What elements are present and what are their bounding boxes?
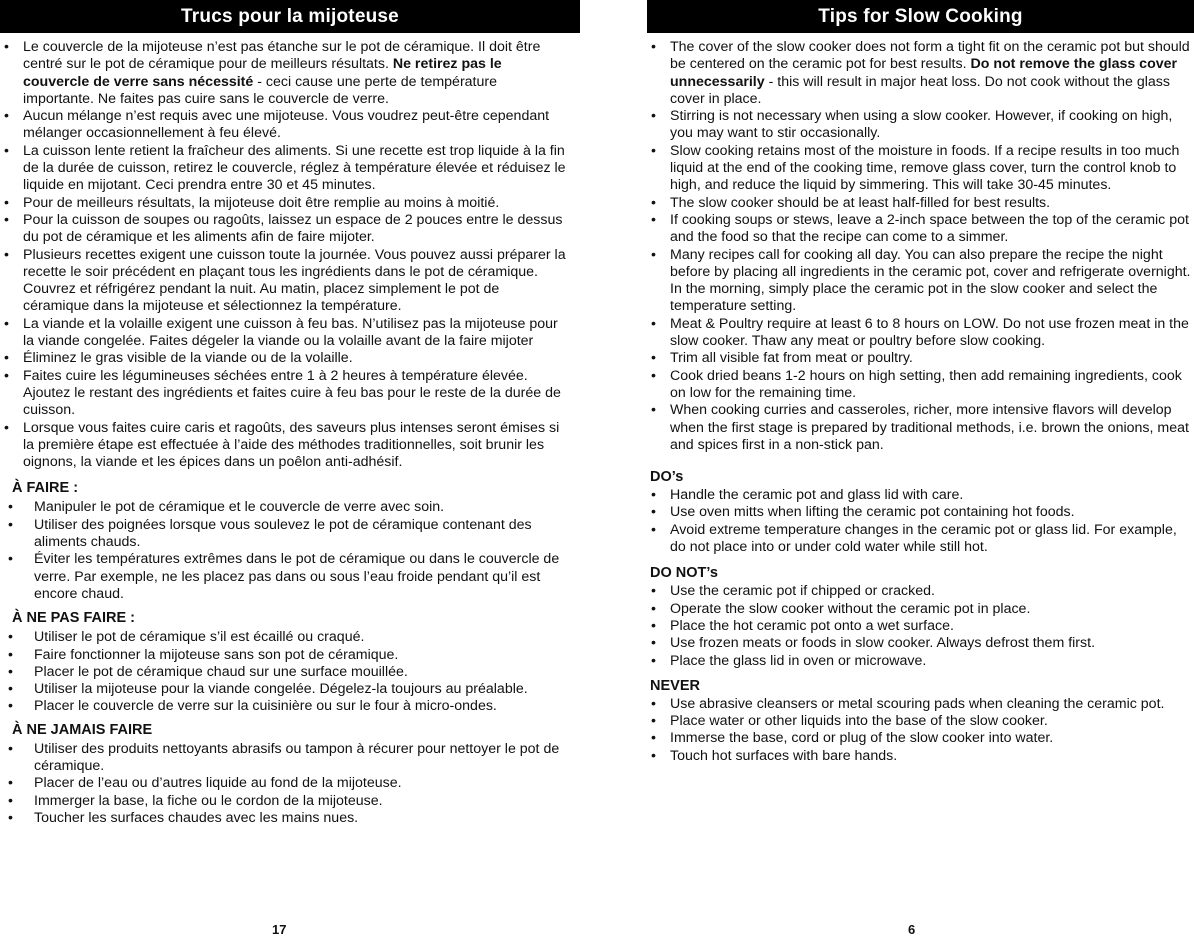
english-tips-list [647, 39, 1194, 454]
tip-text: - this will result in major heat loss. Do not cook without the glass cover in place. [670, 73, 1170, 107]
tip-text: - ceci cause une perte de température importante. Ne faites pas cuire sans le couvercle de verre. [23, 73, 498, 107]
list-item: • Toucher les surfaces chaudes avec les mains nues. [0, 810, 580, 827]
english-dos-section [647, 468, 1194, 556]
tip-bold-text: Do not remove the glass cover unnecessarily [670, 56, 1178, 90]
list-item [647, 195, 1194, 212]
list-item: • Faire fonctionner la mijoteuse sans son pot de céramique. [0, 647, 580, 664]
tip-text: Aucun mélange n’est requis avec une mijoteuse. Vous voudrez peut-être cependant mélanger occasionnellement à feu élevé. [23, 108, 550, 142]
list-item [647, 247, 1194, 316]
french-never-heading: À NE JAMAIS FAIRE [12, 721, 153, 738]
list-item: • Use oven mitts when lifting the ceramic pot containing hot foods. [647, 504, 1194, 521]
tip-text: Faites cuire les légumineuses séchées entre 1 à 2 heures à température élevée. Ajoutez le restant des ingrédients et faites cuire à feu bas pour le reste de la durée de cuisson. [23, 367, 561, 419]
tip-text: Plusieurs recettes exigent une cuisson toute la journée. Vous pouvez aussi préparer la recette le soir précédent en plaçant tous les ingrédients dans le pot de céramique. Couvrez et réfrigérez pendant la nuit. Au matin, placez simplement le pot de céramique dans la mijoteuse et sélectionnez la température. [23, 246, 566, 315]
list-item: • Utiliser des produits nettoyants abrasifs ou tampon à récurer pour nettoyer le pot de céramique. [0, 741, 580, 776]
list-item [647, 212, 1194, 247]
list-item: • Avoid extreme temperature changes in the ceramic pot or glass lid. For example, do not place into or under cold water while still hot. [647, 522, 1194, 557]
tip-text: If cooking soups or stews, leave a 2-inch space between the top of the ceramic pot and the food so that the recipe can come to a simmer. [670, 211, 1189, 246]
list-item: • Utiliser la mijoteuse pour la viande congelée. Dégelez-la toujours au préalable. [0, 681, 580, 698]
list-item: • Placer de l’eau ou d’autres liquide au fond de la mijoteuse. [0, 775, 580, 792]
list-item [0, 368, 580, 420]
list-item: • Place the hot ceramic pot onto a wet surface. [647, 618, 1194, 635]
french-donts-section [0, 609, 580, 715]
tip-text: Trim all visible fat from meat or poultry. [670, 350, 913, 367]
english-title-banner: Tips for Slow Cooking [647, 0, 1194, 33]
list-item: • Éviter les températures extrêmes dans le pot de céramique ou dans le couvercle de verre. Par exemple, ne les placez pas dans ou sous l’eau froide pendant qu’il est encore chaud. [0, 551, 580, 603]
list-item [0, 420, 580, 472]
list-item: • Manipuler le pot de céramique et le couvercle de verre avec soin. [0, 499, 580, 516]
list-item: • Utiliser le pot de céramique s’il est écaillé ou craqué. [0, 629, 580, 646]
tip-text: Le couvercle de la mijoteuse n’est pas étanche sur le pot de céramique. Il doit être centré sur le pot de céramique pour de meilleurs résultats. [23, 39, 541, 73]
tip-text: La viande et la volaille exigent une cuisson à feu bas. N’utilisez pas la mijoteuse pour la viande congelée. Faites dégeler la viande ou la volaille avant de la faire mijoter [23, 315, 558, 350]
tip-bold-text: Ne retirez pas le couvercle de verre sans nécessité [23, 56, 502, 90]
list-item: • Touch hot surfaces with bare hands. [647, 748, 1194, 765]
tip-text: Meat & Poultry require at least 6 to 8 hours on LOW. Do not use frozen meat in the slow cooker. Thaw any meat or poultry before slow cooking. [670, 315, 1189, 350]
list-item [0, 195, 580, 212]
list-item [0, 212, 580, 247]
list-item: • Utiliser des poignées lorsque vous soulevez le pot de céramique contenant des aliments chauds. [0, 517, 580, 552]
english-page [647, 0, 1194, 765]
french-page [0, 0, 580, 827]
french-donts-heading: À NE PAS FAIRE : [12, 610, 135, 627]
list-item [0, 247, 580, 316]
list-item: • Placer le couvercle de verre sur la cuisinière ou sur le four à micro-ondes. [0, 698, 580, 715]
english-donts-heading: DO NOT’s [650, 565, 718, 582]
french-dos-list [0, 499, 580, 603]
list-item: • Use the ceramic pot if chipped or cracked. [647, 583, 1194, 600]
list-item: • Place water or other liquids into the base of the slow cooker. [647, 713, 1194, 730]
tip-text: La cuisson lente retient la fraîcheur des aliments. Si une recette est trop liquide à la fin de la durée de cuisson, retirez le couvercle, réglez à température élevée et réduisez le liquide en mijotant. Ceci prendra entre 30 et 45 minutes. [23, 142, 566, 194]
list-item [647, 39, 1194, 108]
list-item: • Use frozen meats or foods in slow cooker. Always defrost them first. [647, 635, 1194, 652]
list-item: • Placer le pot de céramique chaud sur une surface mouillée. [0, 664, 580, 681]
tip-text: Many recipes call for cooking all day. You can also prepare the recipe the night before by placing all ingredients in the ceramic pot, cover and refrigerate overnight. In the morning, simply place the ceramic pot in the slow cooker and select the temperature setting. [670, 246, 1191, 315]
list-item: • Place the glass lid in oven or microwave. [647, 653, 1194, 670]
french-donts-list [0, 629, 580, 715]
french-page-number: 17 [272, 922, 287, 937]
tip-text: The slow cooker should be at least half-filled for best results. [670, 194, 1051, 211]
list-item [647, 108, 1194, 143]
tip-text: When cooking curries and casseroles, richer, more intensive flavors will develop when the first stage is prepared by traditional methods, i.e. brown the onions, meat and spices first in a non-stick pan. [670, 402, 1189, 453]
english-dos-heading: DO’s [650, 469, 684, 486]
list-item [647, 143, 1194, 195]
french-tips-list [0, 39, 580, 471]
list-item [647, 316, 1194, 351]
tip-text: The cover of the slow cooker does not form a tight fit on the ceramic pot but should be centered on the ceramic pot for best results. [670, 39, 1190, 73]
list-item [0, 316, 580, 351]
tip-text: Pour de meilleurs résultats, la mijoteuse doit être remplie au moins à moitié. [23, 194, 500, 211]
list-item: • Immerger la base, la fiche ou le cordon de la mijoteuse. [0, 793, 580, 810]
french-dos-section [0, 479, 580, 603]
list-item [647, 402, 1194, 454]
tip-text: Lorsque vous faites cuire caris et ragoûts, des saveurs plus intenses seront émises si la première étape est effectuée à l’aide des méthodes traditionnelles, soit brunir les oignons, la viande et les épices dans un poêlon anti-adhésif. [23, 419, 560, 471]
list-item [647, 368, 1194, 403]
english-never-section [647, 677, 1194, 765]
french-dos-heading: À FAIRE : [12, 480, 79, 497]
french-never-list [0, 741, 580, 827]
list-item: • Operate the slow cooker without the ceramic pot in place. [647, 601, 1194, 618]
list-item: • Handle the ceramic pot and glass lid with care. [647, 487, 1194, 504]
french-never-section [0, 721, 580, 827]
list-item [0, 108, 580, 143]
tip-text: Cook dried beans 1-2 hours on high setting, then add remaining ingredients, cook on low for the remaining time. [670, 367, 1182, 401]
tip-text: Éliminez le gras visible de la viande ou de la volaille. [23, 350, 353, 367]
list-item [0, 350, 580, 367]
list-item [0, 39, 580, 108]
tip-text: Pour la cuisson de soupes ou ragoûts, laissez un espace de 2 pouces entre le dessus du pot de céramique et les aliments afin de faire mijoter. [23, 211, 563, 246]
list-item: • Immerse the base, cord or plug of the slow cooker into water. [647, 730, 1194, 747]
english-never-heading: NEVER [650, 677, 700, 694]
list-item [647, 350, 1194, 367]
french-title-banner: Trucs pour la mijoteuse [0, 0, 580, 33]
tip-text: Stirring is not necessary when using a slow cooker. However, if cooking on high, you may want to stir occasionally. [670, 108, 1173, 142]
english-dos-list [647, 487, 1194, 556]
list-item [0, 143, 580, 195]
english-page-number: 6 [908, 922, 916, 937]
english-donts-list [647, 583, 1194, 669]
tip-text: Slow cooking retains most of the moisture in foods. If a recipe results in too much liquid at the end of the cooking time, remove glass cover, turn the control knob to high, and reduce the liquid by simmering. This will take 30-45 minutes. [670, 142, 1180, 194]
english-donts-section [647, 564, 1194, 669]
english-never-list [647, 696, 1194, 765]
list-item: • Use abrasive cleansers or metal scouring pads when cleaning the ceramic pot. [647, 696, 1194, 713]
